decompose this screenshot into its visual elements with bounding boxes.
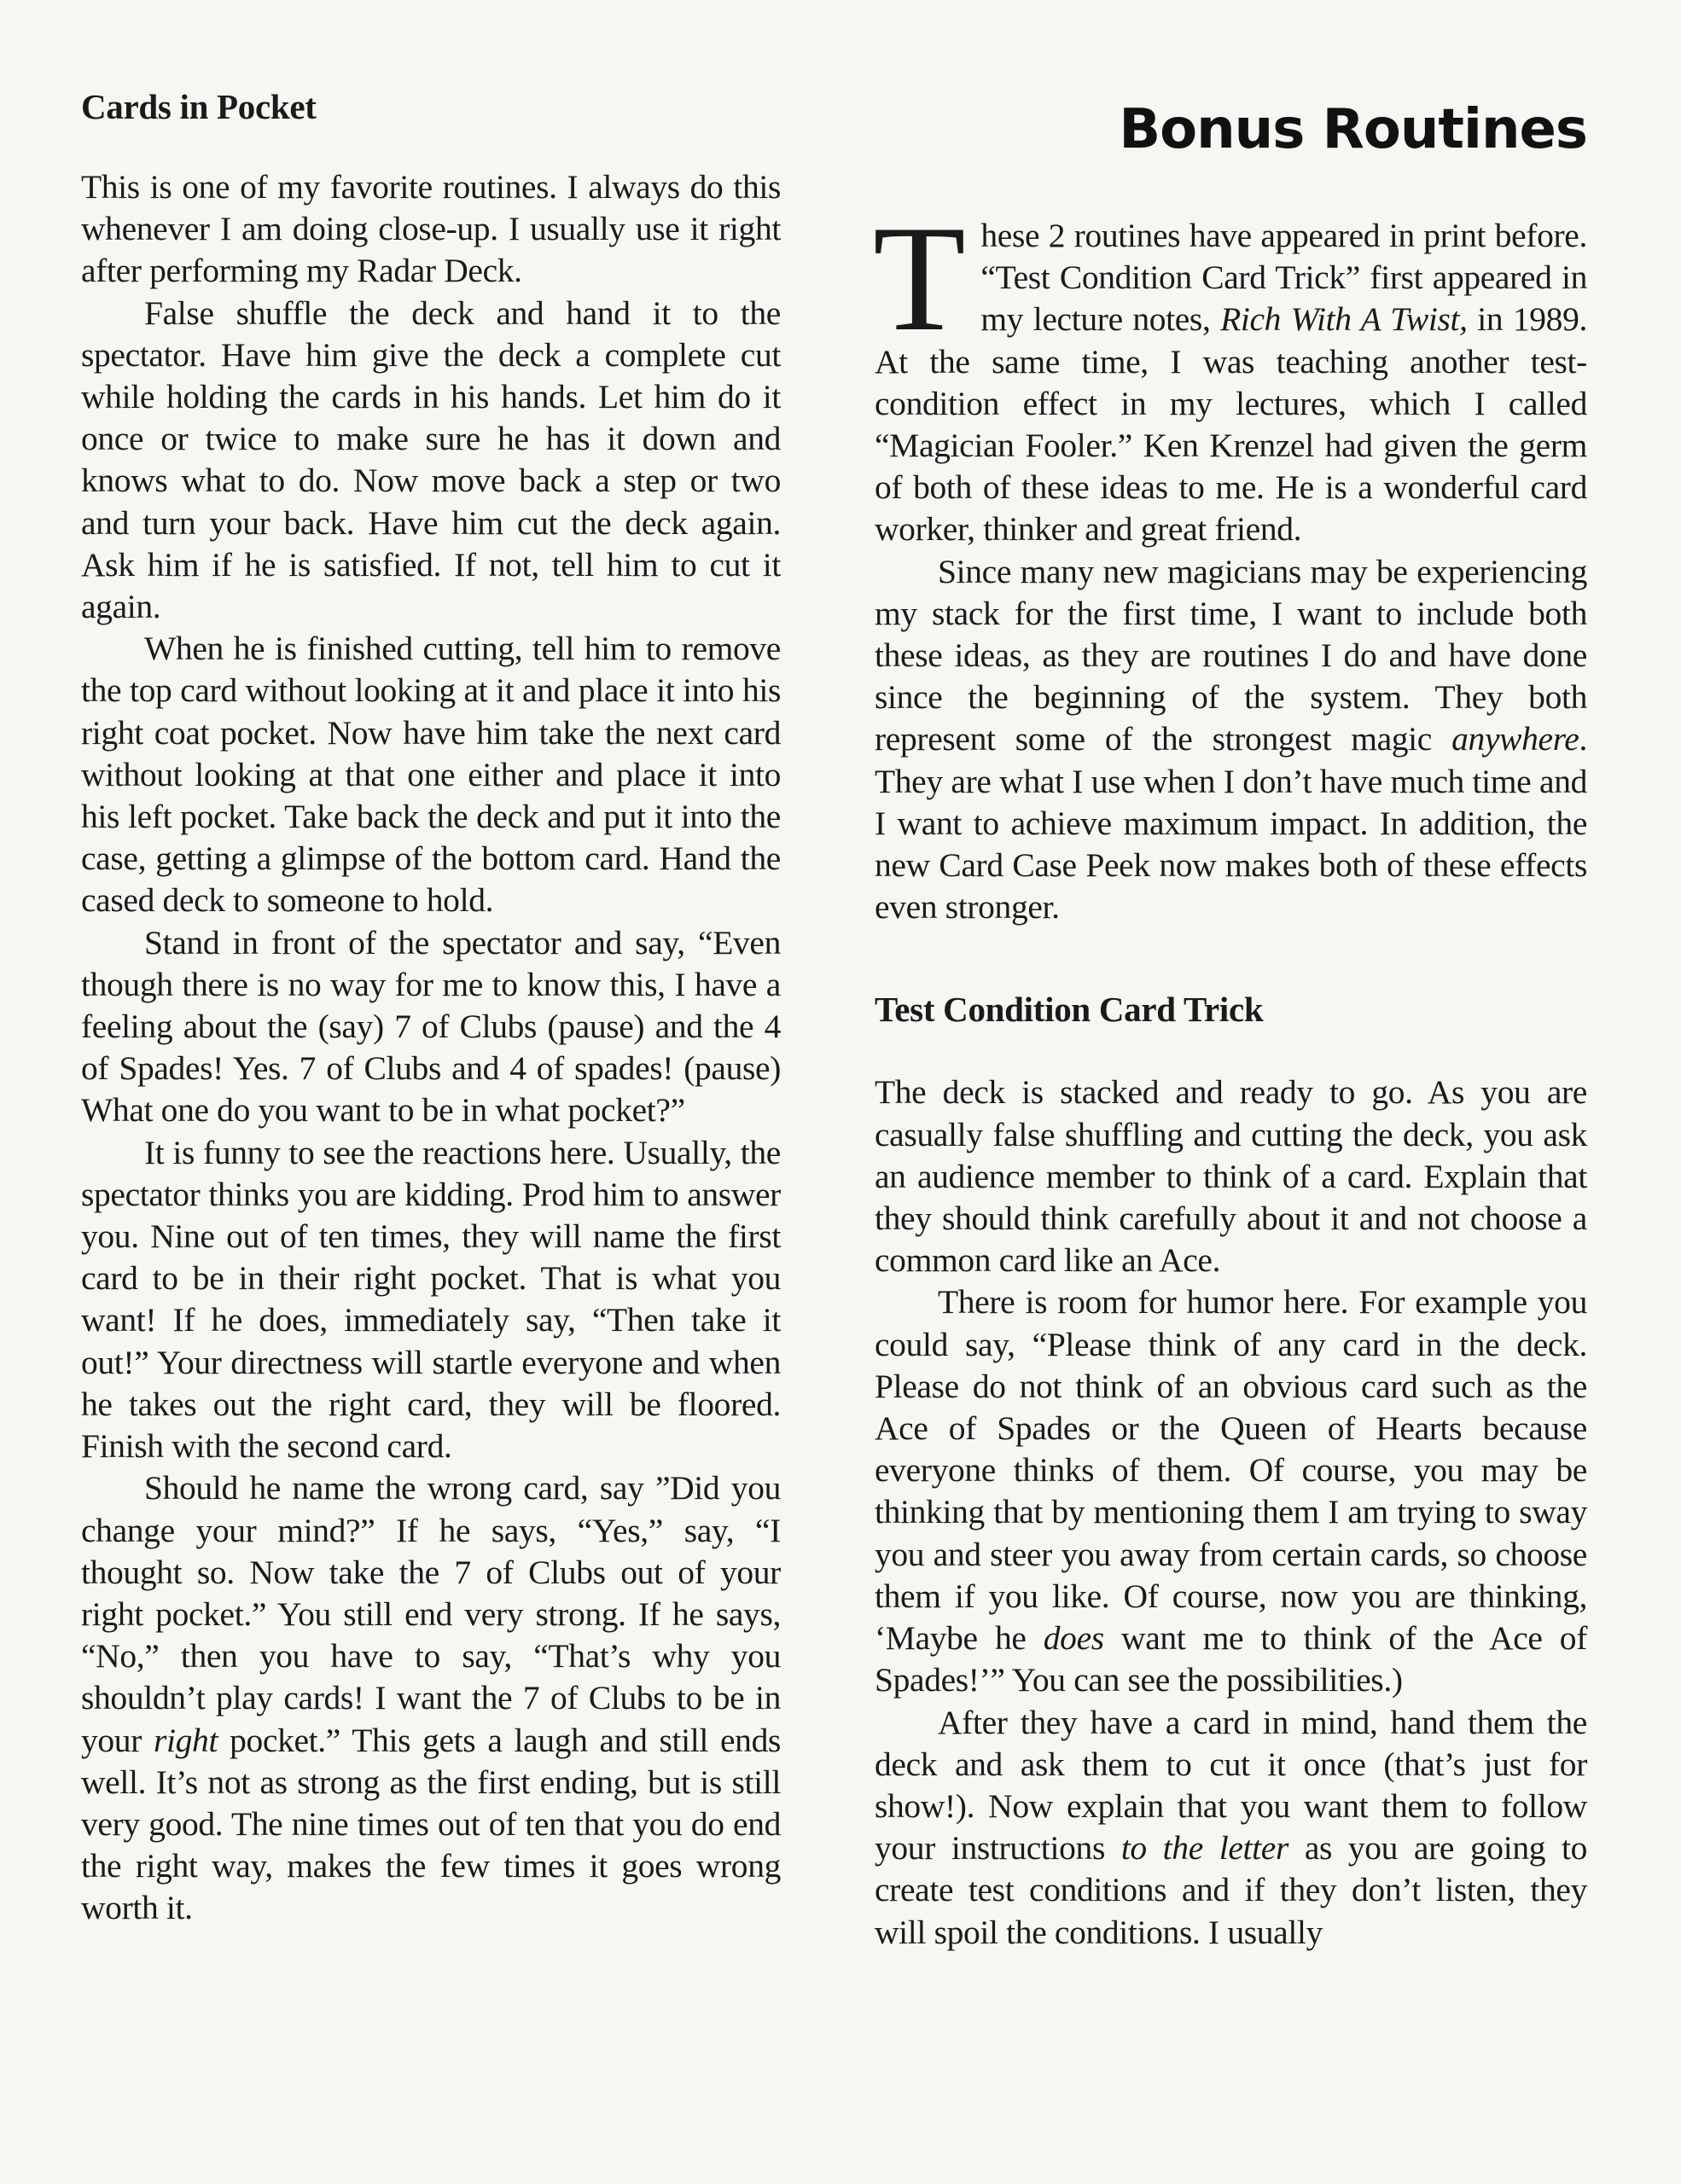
- paragraph: This is one of my favorite routines. I always do this whenever I am doing close-up. I usually use it right after performing my Radar Deck.: [81, 168, 781, 290]
- paragraph: Should he name the wrong card, say ”Did you change your mind?” If he says, “Yes,” say, “I thought so. Now take the 7 of Clubs out of your right pocket.” You still end very strong. If he says, “No,” then you have to say, “That’s why you shouldn’t play cards! I want the 7 of Clubs to be in your right pocket.” This gets a laugh and still ends well. It’s not as strong as the first ending, but is still very good. The nine times out of ten that you do end the right way, makes the few times it goes wrong worth it.: [81, 1469, 781, 1927]
- paragraph: False shuffle the deck and hand it to the spectator. Have him give the deck a complete cut while holding the cards in his hands. Let him do it once or twice to make sure he has it down and knows what to do. Now move back a step or two and turn your back. Have him cut the deck again. Ask him if he is satisfied. If not, tell him to cut it again.: [81, 293, 781, 626]
- chapter-title: Bonus Routines: [1119, 98, 1587, 161]
- paragraph: After they have a card in mind, hand them the deck and ask them to cut it once (that’s just for show!). Now explain that you want them to follow your instructions to the letter as you are going to create test conditions and if they don’t listen, they will spoil the conditions. I usually: [875, 1703, 1587, 1951]
- paragraph: Since many new magicians may be experiencing my stack for the first time, I want to include both these ideas, as they are routines I do and have done since the beginning of the system. They both represent some of the strongest magic anywhere. They are what I use when I don’t have much time and I want to achieve maximum impact. In addition, the new Card Case Peek now makes both of these effects even stronger.: [875, 552, 1587, 926]
- section-heading-cards-in-pocket: Cards in Pocket: [81, 87, 317, 126]
- left-column: [81, 85, 781, 1930]
- right-column: [875, 85, 1587, 1954]
- intro-paragraph: These 2 routines have appeared in print before. “Test Condition Card Trick” first appeared in my lecture notes, Rich With A Twist, in 1989. At the same time, I was teaching another test-condition effect in my lectures, which I called “Magician Fooler.” Ken Krenzel had given the germ of both of these ideas to me. He is a wonderful card worker, thinker and great friend.: [873, 194, 1587, 549]
- paragraph: There is room for humor here. For example you could say, “Please think of any card in the deck. Please do not think of an obvious card such as the Ace of Spades or the Queen of Hearts because everyone thinks of them. Of course, you may be thinking that by mentioning them I am trying to sway you and steer you away from certain cards, so choose them if you like. Of course, now you are thinking, ‘Maybe he does want me to think of the Ace of Spades!’” You can see the possibilities.): [875, 1283, 1587, 1699]
- paragraph: Stand in front of the spectator and say, “Even though there is no way for me to know this, I have a feeling about the (say) 7 of Clubs (pause) and the 4 of Spades! Yes. 7 of Clubs and 4 of spades! (pause) What one do you want to be in what pocket?”: [81, 923, 781, 1130]
- paragraph: The deck is stacked and ready to go. As you are casually false shuffling and cutting the deck, you ask an audience member to think of a card. Explain that they should think carefully about it and not choose a common card like an Ace.: [875, 1073, 1587, 1280]
- paragraph: When he is finished cutting, tell him to remove the top card without looking at it and place it into his right coat pocket. Now have him take the next card without looking at that one either and place it into his left pocket. Take back the deck and put it into the case, getting a glimpse of the bottom card. Hand the cased deck to someone to hold.: [81, 630, 781, 920]
- section-heading-test-condition: Test Condition Card Trick: [875, 990, 1264, 1030]
- paragraph: It is funny to see the reactions here. Usually, the spectator thinks you are kidding. Prod him to answer you. Nine out of ten times, they will name the first card to be in their right pocket. That is what you want! If he does, immediately say, “Then take it out!” Your directness will startle everyone and when he takes out the right card, they will be floored. Finish with the second card.: [81, 1133, 781, 1466]
- drop-cap: T: [873, 194, 966, 363]
